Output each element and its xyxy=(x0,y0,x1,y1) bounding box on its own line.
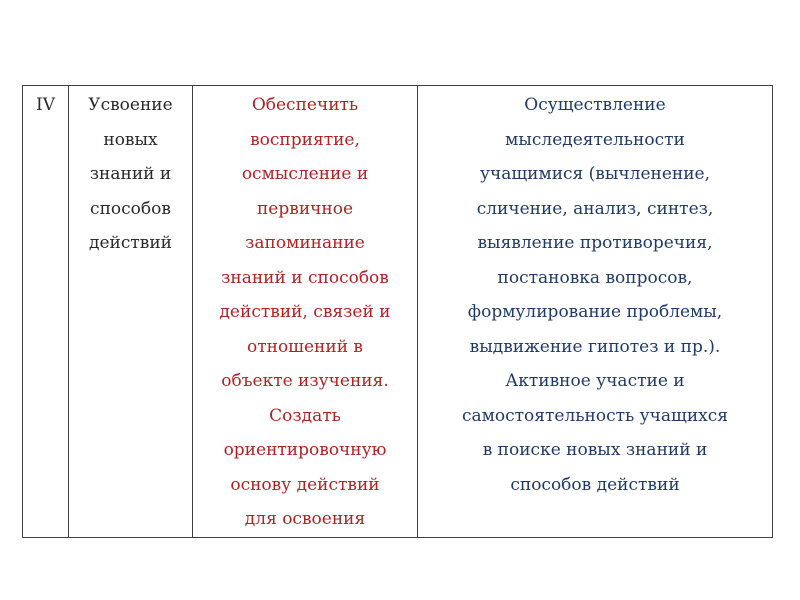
goal-line: запоминание xyxy=(245,233,365,253)
stage-name-line: знаний и xyxy=(89,164,172,184)
lesson-stage-table xyxy=(22,85,773,538)
stage-name-line: действий xyxy=(88,233,173,253)
goal-line: осмысление и xyxy=(241,164,369,184)
goal-line: Обеспечить xyxy=(251,95,359,115)
activity-line: учащимися (вычленение, xyxy=(479,164,711,184)
goal-line: для освоения xyxy=(244,509,366,529)
table-row xyxy=(23,86,773,538)
activity-line: формулирование проблемы, xyxy=(467,302,723,322)
activity-line: Активное участие и xyxy=(505,371,685,391)
stage-number: IV xyxy=(36,95,55,115)
activity-line: самостоятельность учащихся xyxy=(461,405,728,426)
stage-name-line: Усвоение xyxy=(88,95,173,115)
student-activity-cell xyxy=(418,86,773,538)
stage-number-cell xyxy=(23,86,69,538)
activity-line: способов действий xyxy=(510,474,680,495)
activity-line: Осуществление xyxy=(524,95,666,115)
goal-line: ориентировочную xyxy=(223,440,387,460)
goal-line: первичное xyxy=(256,198,354,219)
activity-line: постановка вопросов, xyxy=(497,267,693,288)
goal-line: восприятие, xyxy=(250,129,360,150)
stage-name-cell xyxy=(69,86,193,538)
activity-line: в поиске новых знаний и xyxy=(482,440,708,460)
goal-line: действий, связей и xyxy=(219,302,391,322)
goal-line: отношений в xyxy=(246,336,364,357)
activity-line: мыследеятельности xyxy=(505,129,685,150)
stage-goal-cell xyxy=(193,86,418,538)
goal-line: Создать xyxy=(269,405,341,426)
goal-line: основу действий xyxy=(230,474,380,495)
goal-line: знаний и способов xyxy=(221,267,389,288)
goal-line: объекте изучения. xyxy=(221,371,389,391)
activity-line: сличение, анализ, синтез, xyxy=(476,198,714,219)
stage-name-line: способов xyxy=(90,198,171,219)
activity-line: выявление противоречия, xyxy=(477,233,713,253)
stage-name-line: новых xyxy=(103,129,158,150)
activity-line: выдвижение гипотез и пр.). xyxy=(469,336,721,357)
